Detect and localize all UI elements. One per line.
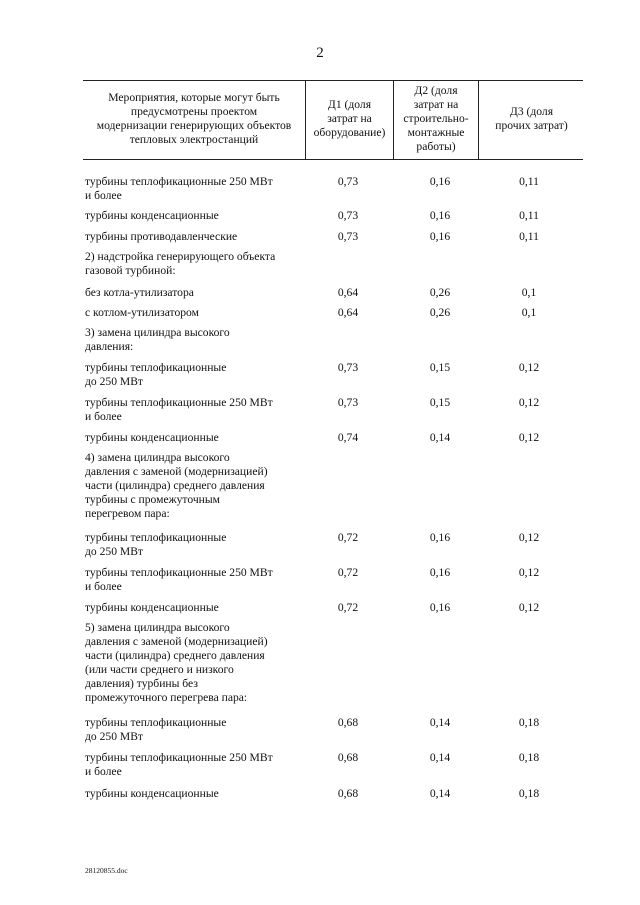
row-label: 4) замена цилиндра высокого давления с заменой (модернизацией) части (цилиндра) среднего давления турбины с промежуточным перегревом пара: <box>85 451 268 520</box>
row-d1: 0,73 <box>337 361 359 374</box>
row-d3: 0,18 <box>518 716 540 729</box>
row-label: 2) надстройка генерирующего объекта газовой турбиной: <box>85 250 276 277</box>
row-label: турбины теплофикационные до 250 МВт <box>85 361 227 388</box>
header-rule-bottom <box>83 159 583 160</box>
row-label: турбины теплофикационные до 250 МВт <box>85 531 227 558</box>
row-d3: 0,12 <box>518 601 540 614</box>
row-label: турбины теплофикационные 250 МВт и более <box>85 396 273 423</box>
row-d1: 0,68 <box>337 716 359 729</box>
footer-filename: 28120855.doc <box>85 866 128 875</box>
row-d1: 0,74 <box>337 431 359 444</box>
header-divider <box>305 80 306 159</box>
row-label: турбины теплофикационные 250 МВт и более <box>85 751 273 778</box>
row-d1: 0,73 <box>337 396 359 409</box>
row-label: турбины теплофикационные 250 МВт и более <box>85 566 273 593</box>
row-d1: 0,72 <box>337 566 359 579</box>
header-measures: Мероприятия, которые могут быть предусмотрены проектом модернизации генерирующих объектов тепловых электростанций <box>96 91 292 146</box>
row-d3: 0,1 <box>521 306 537 319</box>
row-label: турбины теплофикационные до 250 МВт <box>85 716 227 743</box>
row-d1: 0,72 <box>337 531 359 544</box>
row-label: турбины конденсационные <box>85 787 219 800</box>
row-d2: 0,26 <box>429 306 451 319</box>
row-d2: 0,16 <box>429 601 451 614</box>
row-d2: 0,16 <box>429 531 451 544</box>
row-d3: 0,12 <box>518 531 540 544</box>
row-d2: 0,16 <box>429 230 451 243</box>
row-label: 5) замена цилиндра высокого давления с заменой (модернизацией) части (цилиндра) среднего давления (или части среднего и низкого давления) турбины без промежуточного перегрева пара: <box>85 621 268 704</box>
header-divider <box>478 80 479 159</box>
row-d3: 0,12 <box>518 396 540 409</box>
row-d2: 0,15 <box>429 361 451 374</box>
row-d2: 0,14 <box>429 716 451 729</box>
row-d2: 0,16 <box>429 209 451 222</box>
row-d2: 0,14 <box>429 787 451 800</box>
row-d2: 0,16 <box>429 566 451 579</box>
row-d3: 0,11 <box>519 230 539 243</box>
row-d1: 0,73 <box>337 175 359 188</box>
row-d2: 0,26 <box>429 286 451 299</box>
row-d1: 0,64 <box>337 306 359 319</box>
row-label: турбины конденсационные <box>85 601 219 614</box>
row-d1: 0,72 <box>337 601 359 614</box>
row-d3: 0,11 <box>519 175 539 188</box>
row-d1: 0,68 <box>337 751 359 764</box>
row-d3: 0,1 <box>521 286 537 299</box>
row-label: турбины противодавленческие <box>85 230 238 243</box>
row-d1: 0,64 <box>337 286 359 299</box>
row-d2: 0,15 <box>429 396 451 409</box>
row-d3: 0,18 <box>518 787 540 800</box>
row-d2: 0,14 <box>429 751 451 764</box>
header-d2: Д2 (доля затрат на строительно- монтажные работы) <box>403 84 469 153</box>
row-d2: 0,16 <box>429 175 451 188</box>
header-d3: Д3 (доля прочих затрат) <box>495 105 568 132</box>
header-divider <box>393 80 394 159</box>
row-d2: 0,14 <box>429 431 451 444</box>
page-number: 2 <box>316 45 324 61</box>
row-label: 3) замена цилиндра высокого давления: <box>85 326 230 353</box>
header-d1: Д1 (доля затрат на оборудование) <box>313 98 386 139</box>
row-label: турбины конденсационные <box>85 431 219 444</box>
row-d3: 0,12 <box>518 431 540 444</box>
row-d3: 0,11 <box>519 209 539 222</box>
row-d3: 0,12 <box>518 361 540 374</box>
row-d1: 0,73 <box>337 209 359 222</box>
row-label: турбины теплофикационные 250 МВт и более <box>85 175 273 202</box>
header-rule-top <box>83 80 583 81</box>
row-label: без котла-утилизатора <box>85 286 194 299</box>
row-label: с котлом-утилизатором <box>85 306 199 319</box>
row-d1: 0,73 <box>337 230 359 243</box>
row-d1: 0,68 <box>337 787 359 800</box>
row-d3: 0,12 <box>518 566 540 579</box>
row-label: турбины конденсационные <box>85 209 219 222</box>
row-d3: 0,18 <box>518 751 540 764</box>
